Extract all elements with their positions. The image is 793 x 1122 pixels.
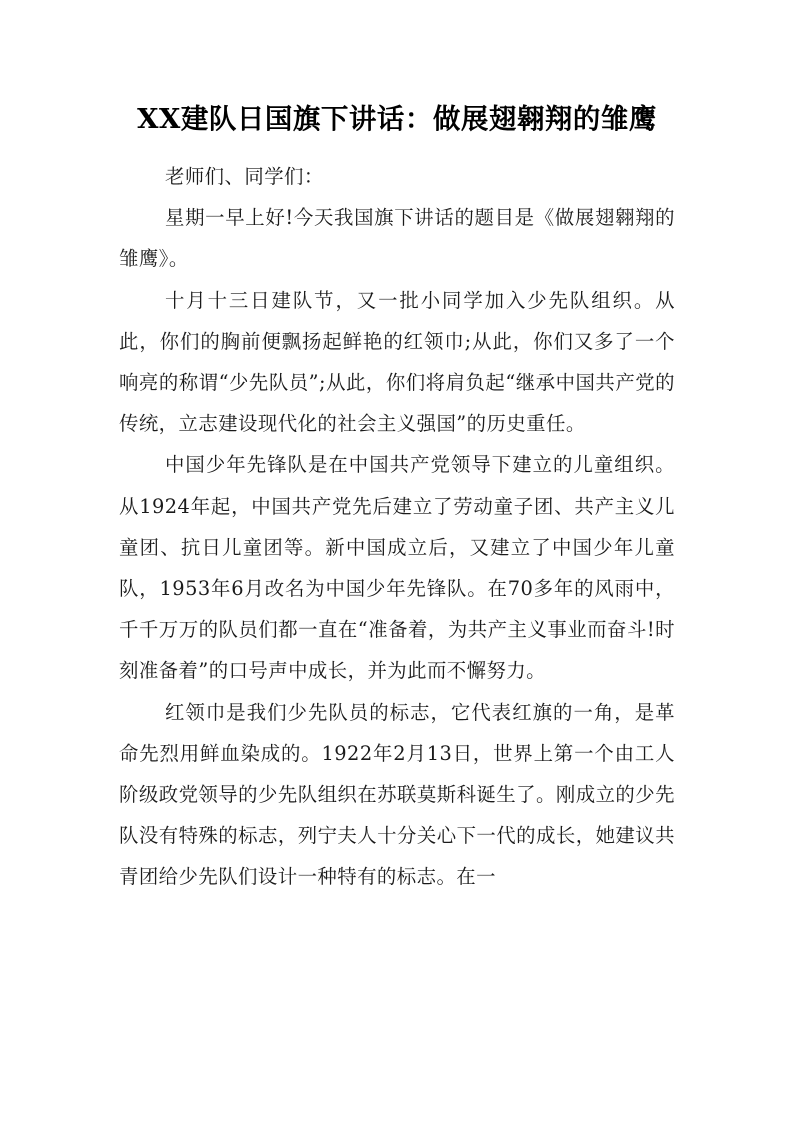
paragraph-intro: 星期一早上好!今天我国旗下讲话的题目是《做展翅翱翔的雏鹰》。 (119, 206, 675, 271)
paragraph-history: 中国少年先锋队是在中国共产党领导下建立的儿童组织。从1924年起，中国共产党先后建立了劳动童子团、共产主义儿童团、抗日儿童团等。新中国成立后，又建立了中国少年儿童队，1953年6月改名为中国少年先锋队。在70多年的风雨中，千千万万的队员们都一直在“准备着，为共产主义事业而奋斗!时刻准备着”的口号声中成长，并为此而不懈努力。 (119, 453, 675, 683)
paragraph-team-day: 十月十三日建队节，又一批小同学加入少先队组织。从此，你们的胸前便飘扬起鲜艳的红领巾;从此，你们又多了一个响亮的称谓“少先队员”;从此，你们将肩负起“继承中国共产党的传统，立志建设现代化的社会主义强国”的历史重任。 (119, 288, 675, 436)
paragraph-red-scarf: 红领巾是我们少先队员的标志，它代表红旗的一角，是革命先烈用鲜血染成的。1922年2月13日，世界上第一个由工人阶级政党领导的少先队组织在苏联莫斯科诞生了。刚成立的少先队没有特殊的标志，列宁夫人十分关心下一代的成长，她建议共青团给少先队们设计一种特有的标志。在一 (119, 700, 675, 889)
document-page (119, 96, 675, 898)
paragraph-greeting: 老师们、同学们： (165, 165, 324, 188)
document-title: XX建队日国旗下讲话：做展翅翱翔的雏鹰 (137, 103, 657, 135)
